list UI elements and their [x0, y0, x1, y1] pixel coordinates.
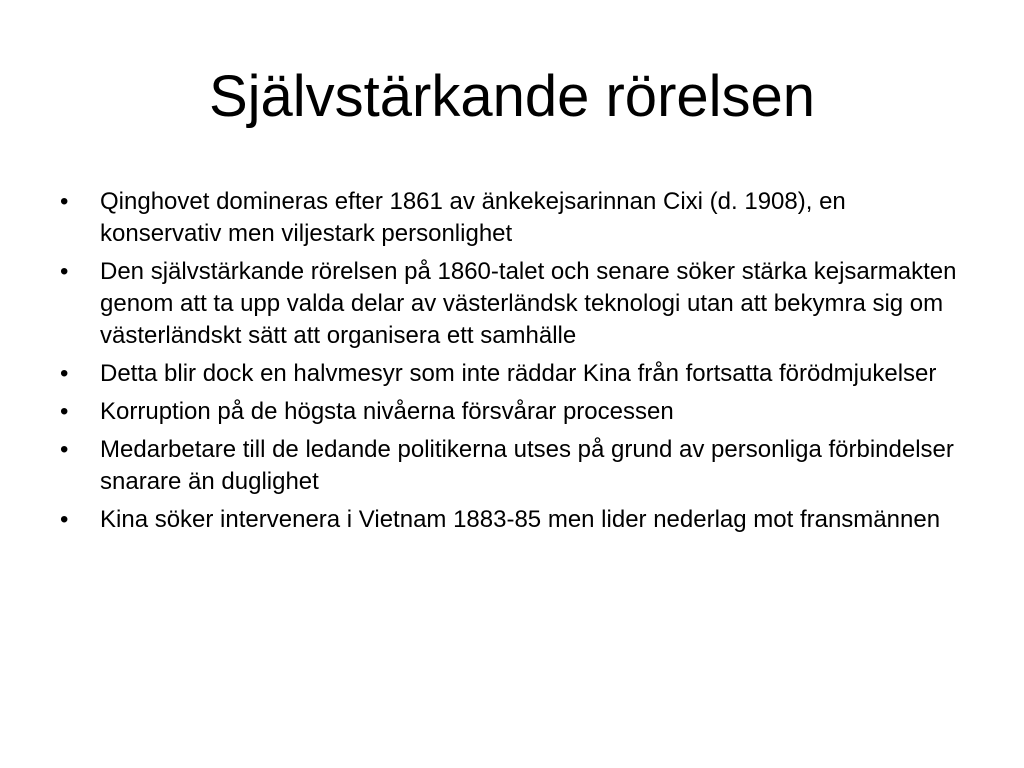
slide-title: Självstärkande rörelsen: [208, 64, 816, 129]
bullet-item: [58, 396, 968, 428]
bullet-text: Detta blir dock en halvmesyr som inte räddar Kina från fortsatta förödmjukelser: [100, 360, 937, 387]
bullet-text: Korruption på de högsta nivåerna försvårar processen: [100, 398, 674, 425]
bullet-icon: •: [60, 398, 69, 425]
bullet-list: [58, 186, 968, 542]
bullet-icon: •: [60, 506, 69, 533]
bullet-icon: •: [60, 436, 69, 463]
bullet-item: [58, 186, 968, 250]
bullet-icon: •: [60, 188, 69, 215]
bullet-icon: •: [60, 258, 69, 285]
bullet-item: [58, 358, 968, 390]
bullet-icon: •: [60, 360, 69, 387]
bullet-item: [58, 256, 968, 352]
bullet-text: Qinghovet domineras efter 1861 av änkekejsarinnan Cixi (d. 1908), en konservativ men viljestark personlighet: [100, 188, 846, 247]
bullet-text: Kina söker intervenera i Vietnam 1883-85 men lider nederlag mot fransmännen: [100, 506, 941, 533]
bullet-text: Den självstärkande rörelsen på 1860-talet och senare söker stärka kejsarmakten genom att ta upp valda delar av västerländsk teknologi utan att bekymra sig om västerländskt sätt att organisera ett samhälle: [100, 258, 957, 349]
bullet-item: [58, 434, 968, 498]
bullet-text: Medarbetare till de ledande politikerna utses på grund av personliga förbindelser snarare än duglighet: [100, 436, 954, 495]
bullet-item: [58, 504, 968, 536]
